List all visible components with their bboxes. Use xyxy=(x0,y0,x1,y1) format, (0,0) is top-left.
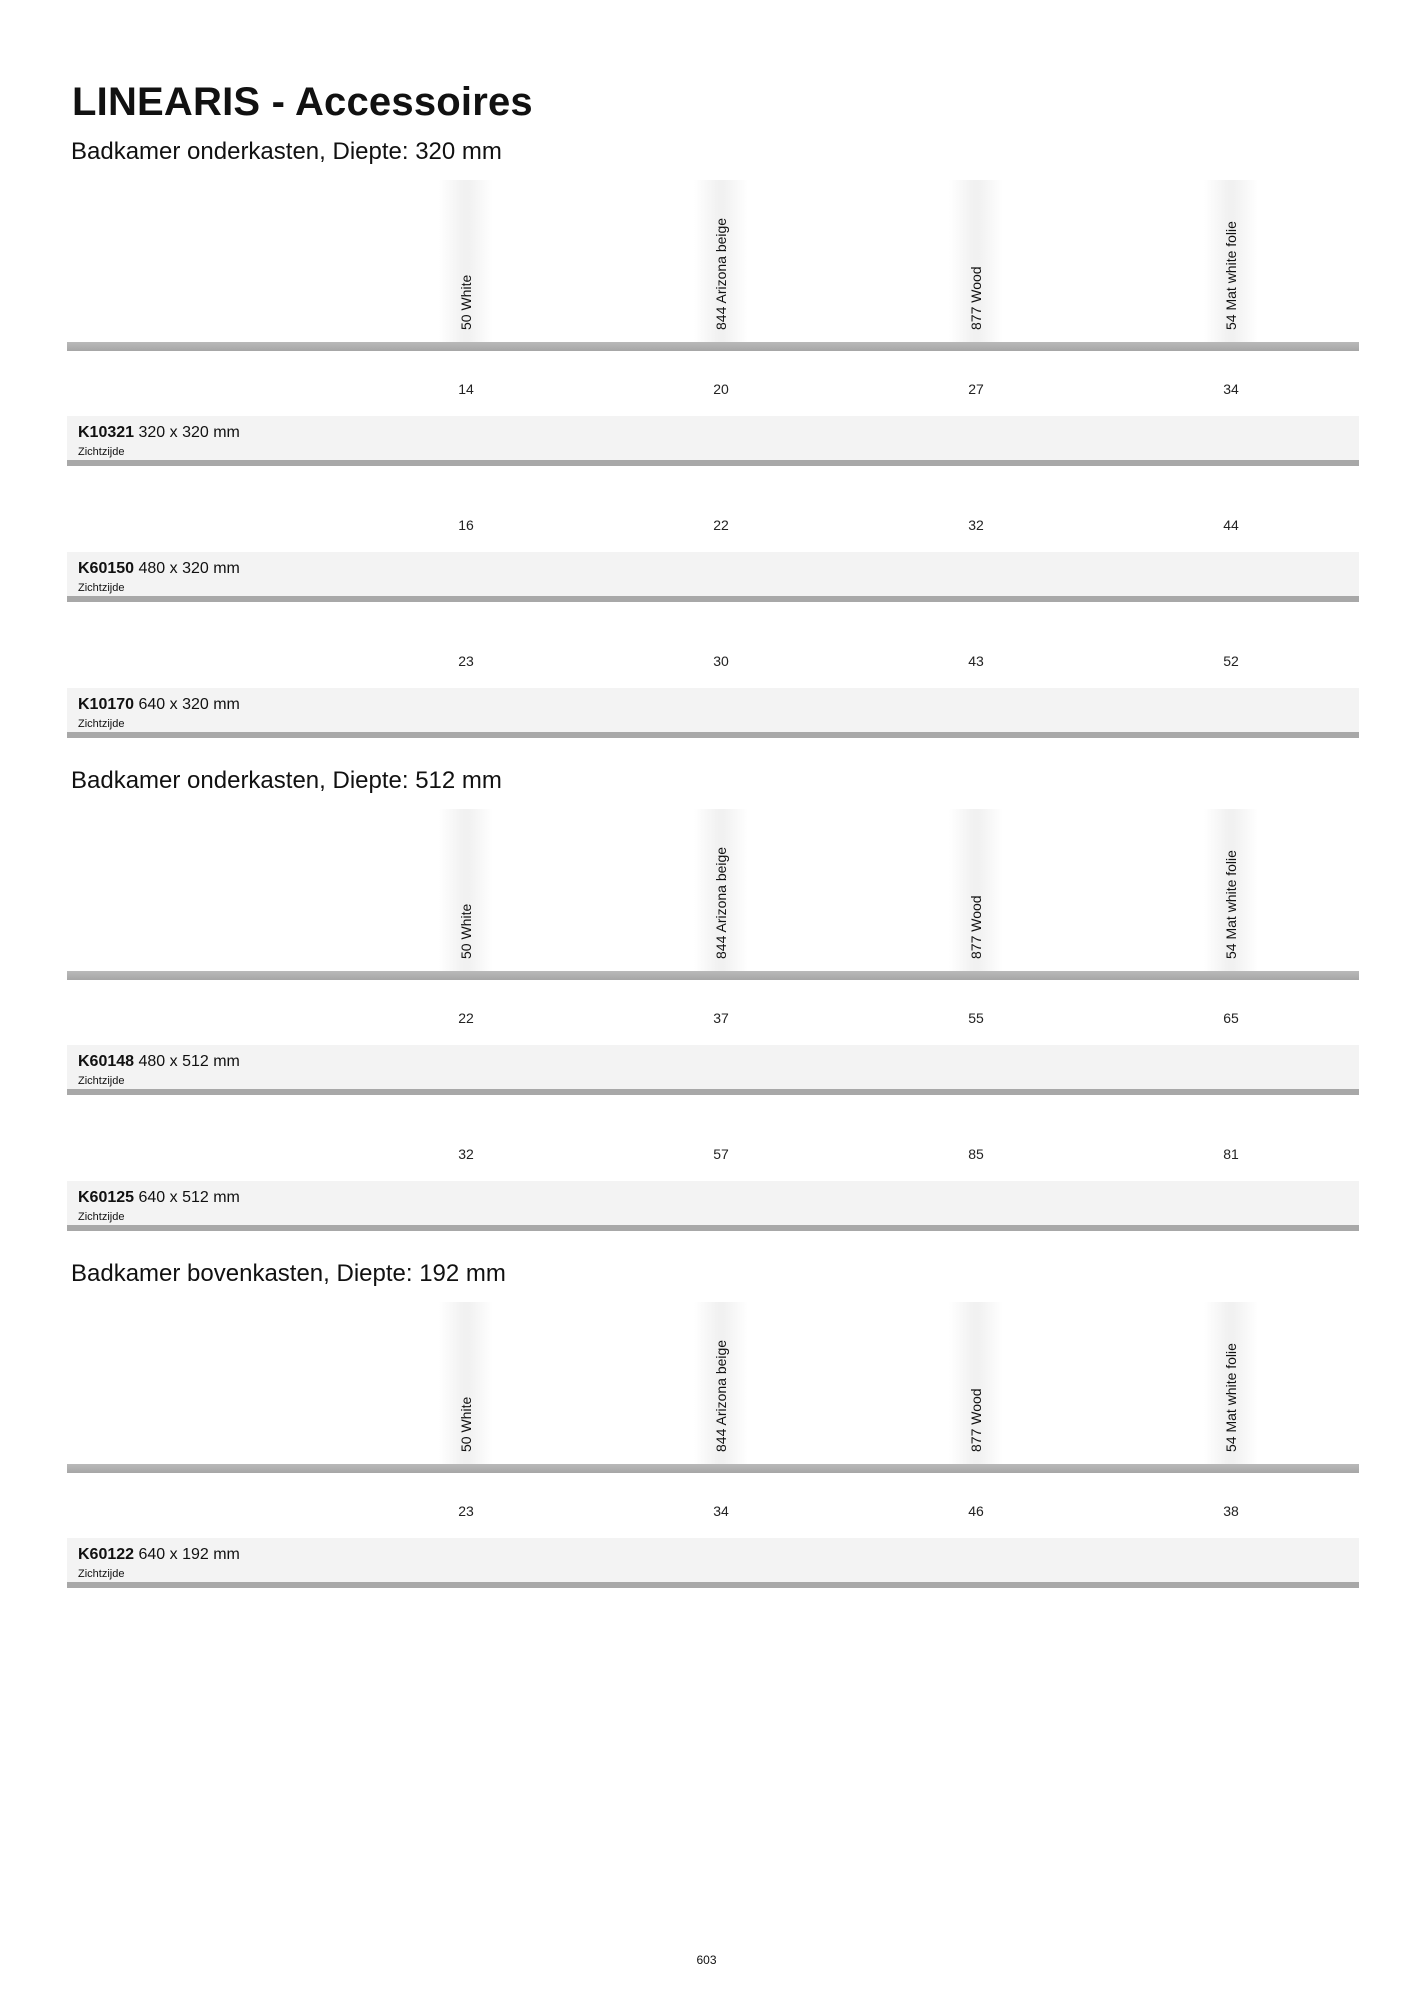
row-divider xyxy=(67,460,1359,466)
section-title: Badkamer bovenkasten, Diepte: 192 mm xyxy=(71,1260,506,1287)
product-row xyxy=(67,1480,1359,1616)
row-divider xyxy=(67,1582,1359,1588)
color-label: 844 Arizona beige xyxy=(713,846,729,959)
header-divider xyxy=(67,971,1359,980)
price: 30 xyxy=(713,653,729,669)
color-column xyxy=(439,1302,493,1464)
color-column xyxy=(694,809,748,971)
product-subtitle: Zichtzijde xyxy=(78,1568,125,1580)
color-label: 50 White xyxy=(458,274,474,330)
color-column xyxy=(949,180,1003,342)
product-subtitle: Zichtzijde xyxy=(78,582,125,594)
product-subtitle: Zichtzijde xyxy=(78,1075,125,1087)
price: 32 xyxy=(458,1146,474,1162)
color-label: 54 Mat white folie xyxy=(1223,850,1239,959)
row-divider xyxy=(67,732,1359,738)
color-label: 844 Arizona beige xyxy=(713,217,729,330)
product-size: 640 x 320 mm xyxy=(138,696,240,713)
price: 55 xyxy=(968,1010,984,1026)
price: 81 xyxy=(1223,1146,1239,1162)
product-size: 480 x 512 mm xyxy=(138,1053,240,1070)
color-column xyxy=(949,809,1003,971)
color-label: 50 White xyxy=(458,1396,474,1452)
header-divider xyxy=(67,342,1359,351)
row-divider xyxy=(67,596,1359,602)
color-label: 54 Mat white folie xyxy=(1223,1343,1239,1452)
color-column xyxy=(1204,1302,1258,1464)
product-size: 480 x 320 mm xyxy=(138,560,240,577)
product-band xyxy=(67,416,1359,462)
price: 23 xyxy=(458,653,474,669)
product-subtitle: Zichtzijde xyxy=(78,446,125,458)
price: 20 xyxy=(713,381,729,397)
product-subtitle: Zichtzijde xyxy=(78,718,125,730)
row-divider xyxy=(67,1225,1359,1231)
price: 52 xyxy=(1223,653,1239,669)
product-code: K10170 xyxy=(78,696,135,713)
price: 27 xyxy=(968,381,984,397)
price: 65 xyxy=(1223,1010,1239,1026)
price: 34 xyxy=(713,1503,729,1519)
color-label: 50 White xyxy=(458,903,474,959)
product-name xyxy=(78,560,240,578)
price: 43 xyxy=(968,653,984,669)
product-name xyxy=(78,1189,240,1207)
price: 44 xyxy=(1223,517,1239,533)
price: 57 xyxy=(713,1146,729,1162)
section-title: Badkamer onderkasten, Diepte: 320 mm xyxy=(71,138,502,165)
price: 85 xyxy=(968,1146,984,1162)
color-header xyxy=(67,180,1359,350)
color-column xyxy=(439,809,493,971)
color-label: 54 Mat white folie xyxy=(1223,221,1239,330)
color-column xyxy=(1204,809,1258,971)
product-band xyxy=(67,1045,1359,1091)
price: 37 xyxy=(713,1010,729,1026)
page-number: 603 xyxy=(696,1953,717,1967)
row-divider xyxy=(67,1089,1359,1095)
color-label: 844 Arizona beige xyxy=(713,1339,729,1452)
product-row xyxy=(67,494,1359,630)
product-row xyxy=(67,1123,1359,1259)
color-label: 877 Wood xyxy=(968,1388,984,1452)
product-name xyxy=(78,696,240,714)
product-name xyxy=(78,1546,240,1564)
product-code: K60148 xyxy=(78,1053,135,1070)
color-column xyxy=(694,180,748,342)
page-title: LINEARIS - Accessoires xyxy=(72,80,533,124)
product-band xyxy=(67,688,1359,734)
price: 22 xyxy=(713,517,729,533)
product-code: K60150 xyxy=(78,560,135,577)
section-title: Badkamer onderkasten, Diepte: 512 mm xyxy=(71,767,502,794)
header-divider xyxy=(67,1464,1359,1473)
color-column xyxy=(694,1302,748,1464)
color-header xyxy=(67,1302,1359,1472)
product-subtitle: Zichtzijde xyxy=(78,1211,125,1223)
product-code: K60122 xyxy=(78,1546,135,1563)
price: 22 xyxy=(458,1010,474,1026)
price: 38 xyxy=(1223,1503,1239,1519)
product-size: 640 x 512 mm xyxy=(138,1189,240,1206)
product-name xyxy=(78,424,240,442)
product-size: 320 x 320 mm xyxy=(138,424,240,441)
product-name xyxy=(78,1053,240,1071)
product-row xyxy=(67,358,1359,494)
price: 14 xyxy=(458,381,474,397)
product-code: K10321 xyxy=(78,424,135,441)
product-row xyxy=(67,987,1359,1123)
product-band xyxy=(67,552,1359,598)
color-column xyxy=(1204,180,1258,342)
price: 23 xyxy=(458,1503,474,1519)
price: 34 xyxy=(1223,381,1239,397)
color-column xyxy=(439,180,493,342)
product-band xyxy=(67,1181,1359,1227)
product-size: 640 x 192 mm xyxy=(138,1546,240,1563)
product-row xyxy=(67,630,1359,766)
price: 46 xyxy=(968,1503,984,1519)
price: 32 xyxy=(968,517,984,533)
color-label: 877 Wood xyxy=(968,266,984,330)
price: 16 xyxy=(458,517,474,533)
product-code: K60125 xyxy=(78,1189,135,1206)
color-column xyxy=(949,1302,1003,1464)
product-band xyxy=(67,1538,1359,1584)
color-header xyxy=(67,809,1359,979)
color-label: 877 Wood xyxy=(968,895,984,959)
